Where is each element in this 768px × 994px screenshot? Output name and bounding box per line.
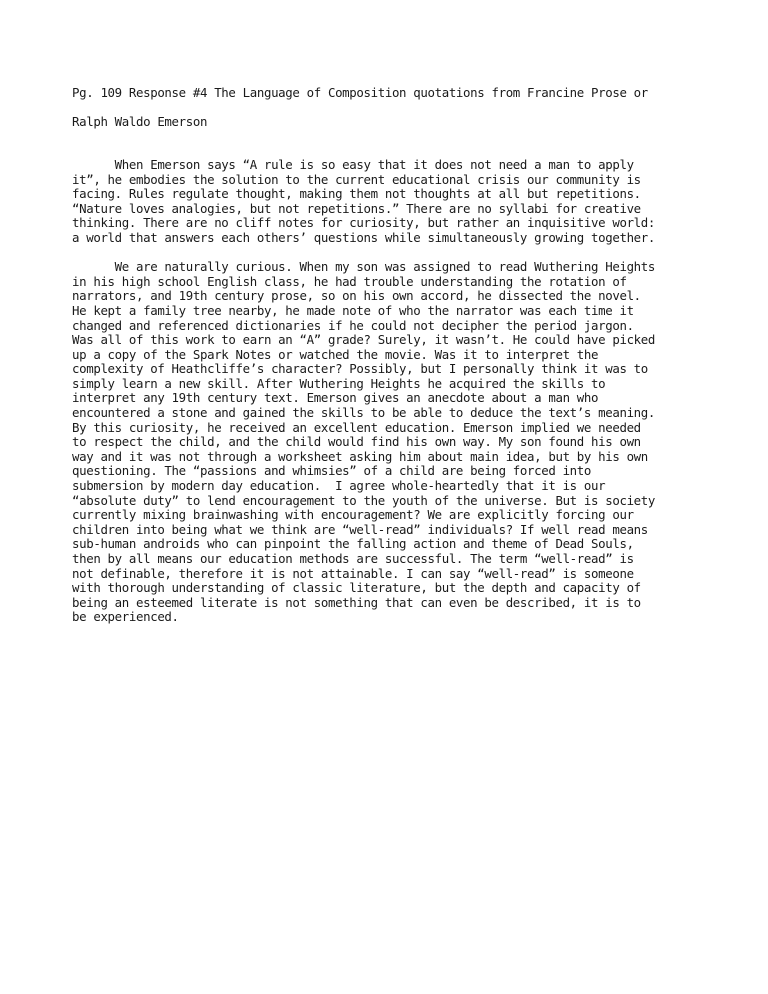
text-line: a world that answers each others’ questions while simultaneously growing together. [72, 229, 656, 245]
text-line: encountered a stone and gained the skills to be able to deduce the text’s meaning. [72, 405, 656, 421]
text-line: in his high school English class, he had trouble understanding the rotation of [72, 273, 627, 289]
text-line: By this curiosity, he received an excellent education. Emerson implied we needed [72, 419, 641, 435]
text-line: up a copy of the Spark Notes or watched the movie. Was it to interpret the [72, 346, 599, 362]
text-line: with thorough understanding of classic literature, but the depth and capacity of [72, 580, 641, 596]
text-line: “absolute duty” to lend encouragement to the youth of the universe. But is society [72, 492, 656, 508]
text-line: complexity of Heathcliffe’s character? Possibly, but I personally think it was to [72, 361, 648, 377]
text-line: interpret any 19th century text. Emerson gives an anecdote about a man who [72, 390, 599, 406]
text-line: simply learn a new skill. After Wuthering Heights he acquired the skills to [72, 375, 606, 391]
text-line: changed and referenced dictionaries if he could not decipher the period jargon. [72, 317, 634, 333]
heading-line: Pg. 109 Response #4 The Language of Composition quotations from Francine Prose or [72, 84, 648, 100]
text-line: submersion by modern day education. I agree whole-heartedly that it is our [72, 478, 606, 494]
document-heading [72, 71, 698, 144]
text-line: not definable, therefore it is not attainable. I can say “well-read” is someone [72, 565, 634, 581]
text-line: thinking. There are no cliff notes for curiosity, but rather an inquisitive world: [72, 215, 656, 231]
text-line: children into being what we think are “well-read” individuals? If well read means [72, 521, 648, 537]
text-line: facing. Rules regulate thought, making them not thoughts at all but repetitions. [72, 186, 641, 202]
text-line: Was all of this work to earn an “A” grade? Surely, it wasn’t. He could have picked [72, 332, 656, 348]
text-line: currently mixing brainwashing with encouragement? We are explicitly forcing our [72, 507, 634, 523]
text-line: be experienced. [72, 609, 179, 625]
text-line: He kept a family tree nearby, he made note of who the narrator was each time it [72, 302, 634, 318]
document-page [72, 71, 698, 640]
paragraph-1 [72, 158, 698, 246]
text-line: “Nature loves analogies, but not repetitions.” There are no syllabi for creative [72, 200, 641, 216]
paragraph-2 [72, 260, 698, 625]
text-line: sub-human androids who can pinpoint the falling action and theme of Dead Souls, [72, 536, 634, 552]
heading-line: Ralph Waldo Emerson [72, 113, 208, 129]
text-line: questioning. The “passions and whimsies” of a child are being forced into [72, 463, 592, 479]
text-line: When Emerson says “A rule is so easy that it does not need a man to apply [72, 156, 634, 172]
text-line: We are naturally curious. When my son was assigned to read Wuthering Heights [72, 259, 656, 275]
text-line: to respect the child, and the child would find his own way. My son found his own [72, 434, 641, 450]
text-line: narrators, and 19th century prose, so on his own accord, he dissected the novel. [72, 288, 641, 304]
text-line: then by all means our education methods are successful. The term “well-read” is [72, 551, 634, 566]
text-line: way and it was not through a worksheet asking him about main idea, but by his own [72, 448, 648, 464]
text-line: it”, he embodies the solution to the current educational crisis our community is [72, 171, 641, 187]
text-line: being an esteemed literate is not something that can even be described, it is to [72, 594, 641, 610]
